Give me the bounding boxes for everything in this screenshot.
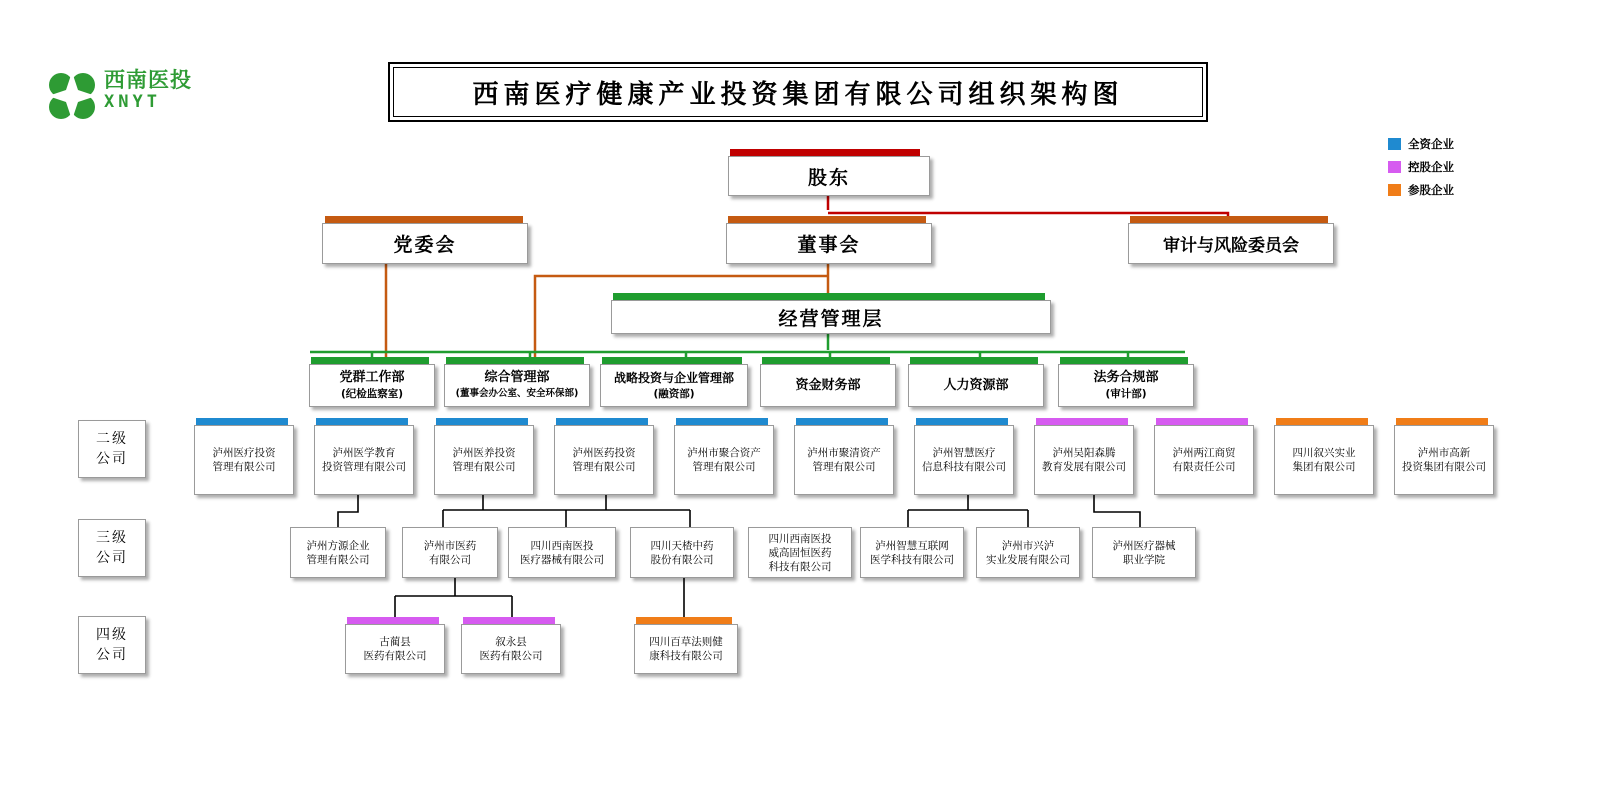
- node-line2: 股份有限公司: [650, 553, 714, 566]
- node-line1: 泸州医药投资: [572, 447, 636, 459]
- node-line2: 管理有限公司: [692, 461, 756, 473]
- node-line1: 泸州医学教育: [332, 447, 396, 459]
- node-line2: 职业学院: [1123, 553, 1165, 566]
- node-department-2[interactable]: [600, 364, 748, 407]
- level4-cap-0: [347, 617, 439, 624]
- management-cap: [613, 293, 1045, 300]
- node-level4-2[interactable]: [634, 624, 738, 674]
- level-label-line1: 四级: [96, 627, 128, 643]
- node-shareholders[interactable]: [728, 156, 930, 196]
- dept-name: 党群工作部: [339, 369, 405, 385]
- node-line3: 科技有限公司: [768, 560, 832, 573]
- shareholders-cap: [730, 149, 920, 156]
- dept-sub: (纪检监察室): [340, 387, 404, 400]
- node-label: 经营管理层: [778, 307, 884, 330]
- node-line2: 实业发展有限公司: [986, 553, 1070, 566]
- dept-name: 资金财务部: [795, 377, 861, 393]
- node-line2: 有限公司: [429, 553, 471, 566]
- node-label: 审计与风险委员会: [1163, 236, 1299, 256]
- logo-text-cn: 西南医投: [104, 68, 192, 92]
- node-level3-4[interactable]: [748, 527, 852, 578]
- level4-cap-2: [636, 617, 732, 624]
- node-party-committee[interactable]: [322, 223, 528, 264]
- node-level3-2[interactable]: [508, 527, 616, 578]
- dept-name: 法务合规部: [1093, 369, 1159, 385]
- level-label-2: [78, 420, 146, 478]
- legend-label: 控股企业: [1408, 160, 1454, 174]
- level2-cap-10: [1396, 418, 1488, 425]
- node-line2: 医药有限公司: [363, 650, 427, 662]
- level-label-line2: 公司: [96, 647, 128, 663]
- node-line2: 医药有限公司: [479, 650, 543, 662]
- node-label: 党委会: [393, 234, 457, 256]
- node-level4-0[interactable]: [345, 624, 445, 674]
- node-line2: 管理有限公司: [572, 461, 636, 473]
- node-line2: 教育发展有限公司: [1042, 461, 1126, 473]
- node-department-0[interactable]: [309, 364, 435, 407]
- dept-cap-4: [910, 357, 1038, 364]
- legend-swatch-icon: [1388, 161, 1401, 173]
- chart-title: 西南医疗健康产业投资集团有限公司组织架构图: [393, 67, 1203, 117]
- node-line1: 四川百草法则健: [649, 636, 723, 648]
- node-level2-1[interactable]: [314, 425, 414, 495]
- legend-swatch-icon: [1388, 184, 1401, 196]
- legend: [1388, 136, 1508, 205]
- legend-item-0: [1388, 136, 1508, 152]
- node-line1: 泸州市高新: [1417, 447, 1471, 459]
- node-level2-4[interactable]: [674, 425, 774, 495]
- node-level2-3[interactable]: [554, 425, 654, 495]
- level2-cap-2: [436, 418, 528, 425]
- level2-cap-4: [676, 418, 768, 425]
- dept-cap-2: [602, 357, 742, 364]
- node-level2-10[interactable]: [1394, 425, 1494, 495]
- node-level2-2[interactable]: [434, 425, 534, 495]
- node-line2: 管理有限公司: [452, 461, 516, 473]
- level2-cap-6: [916, 418, 1008, 425]
- level2-cap-9: [1276, 418, 1368, 425]
- dept-sub: (董事会办公室、安全环保部): [455, 387, 579, 399]
- node-line2: 管理有限公司: [306, 553, 370, 566]
- node-department-5[interactable]: [1058, 364, 1194, 407]
- node-line1: 四川叙兴实业: [1292, 447, 1356, 459]
- dept-cap-1: [446, 357, 584, 364]
- node-level3-6[interactable]: [976, 527, 1080, 578]
- node-line2: 投资集团有限公司: [1402, 461, 1486, 473]
- level-label-3: [78, 519, 146, 577]
- company-logo: [46, 68, 216, 128]
- node-level2-6[interactable]: [914, 425, 1014, 495]
- node-line1: 四川西南医投: [530, 539, 594, 552]
- level-label-line1: 三级: [96, 530, 128, 546]
- node-line1: 叙永县: [495, 636, 527, 648]
- dept-cap-0: [311, 357, 429, 364]
- audit-risk-cap: [1130, 216, 1328, 223]
- node-line2: 集团有限公司: [1292, 461, 1356, 473]
- node-label: 董事会: [797, 234, 861, 256]
- dept-name: 战略投资与企业管理部: [613, 370, 734, 385]
- level2-cap-0: [196, 418, 288, 425]
- level2-cap-5: [796, 418, 888, 425]
- level-label-line2: 公司: [96, 550, 128, 566]
- node-line1: 泸州市兴泸: [1001, 539, 1055, 552]
- node-line1: 泸州市聚清资产: [807, 447, 881, 459]
- node-line2: 有限责任公司: [1172, 461, 1236, 473]
- dept-name: 人力资源部: [943, 377, 1009, 393]
- legend-label: 参股企业: [1408, 183, 1454, 197]
- node-line1: 泸州医疗器械: [1112, 539, 1176, 552]
- node-line1: 泸州医疗投资: [212, 447, 276, 459]
- dept-cap-3: [762, 357, 890, 364]
- node-line1: 泸州智慧医疗: [932, 447, 996, 459]
- chart-title-frame: [388, 62, 1208, 122]
- node-level2-7[interactable]: [1034, 425, 1134, 495]
- level2-cap-1: [316, 418, 408, 425]
- node-line2: 信息科技有限公司: [922, 461, 1006, 473]
- node-line2: 投资管理有限公司: [322, 461, 406, 473]
- node-line2: 医疗器械有限公司: [520, 553, 604, 566]
- node-department-3[interactable]: [760, 364, 896, 407]
- node-level3-1[interactable]: [402, 527, 498, 578]
- node-level3-0[interactable]: [290, 527, 386, 578]
- node-level2-9[interactable]: [1274, 425, 1374, 495]
- node-board[interactable]: [726, 223, 932, 264]
- dept-sub: (融资部): [653, 387, 695, 400]
- node-audit-risk-committee[interactable]: [1128, 223, 1334, 264]
- node-line1: 泸州吴阳森腾: [1052, 447, 1116, 459]
- dept-cap-5: [1060, 357, 1188, 364]
- node-level3-7[interactable]: [1092, 527, 1196, 578]
- level-label-4: [78, 616, 146, 674]
- level2-cap-7: [1036, 418, 1128, 425]
- board-cap: [728, 216, 926, 223]
- node-department-1[interactable]: [444, 364, 590, 407]
- node-line1: 古蔺县: [379, 636, 411, 648]
- legend-label: 全资企业: [1408, 137, 1454, 151]
- node-department-4[interactable]: [908, 364, 1044, 407]
- node-line1: 四川天楂中药: [650, 539, 714, 552]
- node-line2: 威高固恒医药: [768, 546, 832, 559]
- node-level2-0[interactable]: [194, 425, 294, 495]
- legend-swatch-icon: [1388, 138, 1401, 150]
- level-label-line1: 二级: [96, 431, 128, 447]
- node-line2: 管理有限公司: [212, 461, 276, 473]
- legend-item-2: [1388, 182, 1508, 198]
- node-level2-8[interactable]: [1154, 425, 1254, 495]
- node-line1: 泸州医养投资: [452, 447, 516, 459]
- node-line2: 医学科技有限公司: [870, 553, 954, 566]
- level2-cap-8: [1156, 418, 1248, 425]
- node-level3-3[interactable]: [630, 527, 734, 578]
- logo-text-en: XNYT: [104, 92, 161, 112]
- node-level3-5[interactable]: [860, 527, 964, 578]
- node-line1: 泸州智慧互联网: [875, 539, 949, 552]
- node-line1: 四川西南医投: [768, 532, 832, 545]
- node-level4-1[interactable]: [461, 624, 561, 674]
- node-line1: 泸州市医药: [423, 539, 477, 552]
- node-line2: 管理有限公司: [812, 461, 876, 473]
- level4-cap-1: [463, 617, 555, 624]
- legend-item-1: [1388, 159, 1508, 175]
- dept-name: 综合管理部: [484, 369, 550, 385]
- party-committee-cap: [325, 216, 523, 223]
- node-level2-5[interactable]: [794, 425, 894, 495]
- node-line2: 康科技有限公司: [649, 650, 723, 662]
- node-management[interactable]: [611, 300, 1051, 334]
- node-line1: 泸州两江商贸: [1172, 447, 1236, 459]
- level-label-line2: 公司: [96, 451, 128, 467]
- node-label: 股东: [807, 166, 850, 189]
- level2-cap-3: [556, 418, 648, 425]
- node-line1: 泸州方源企业: [306, 539, 370, 552]
- node-line1: 泸州市聚合资产: [687, 447, 761, 459]
- dept-sub: (审计部): [1105, 387, 1147, 400]
- clover-logo-icon: [46, 70, 98, 122]
